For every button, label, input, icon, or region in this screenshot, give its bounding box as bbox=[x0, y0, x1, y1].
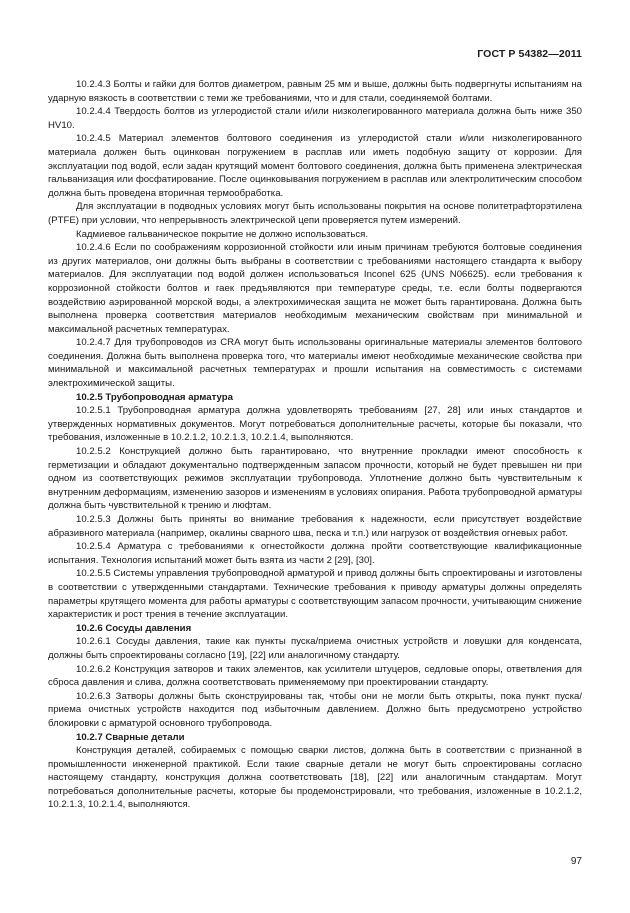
document-body bbox=[48, 78, 582, 812]
body-paragraph: 10.2.5.1 Трубопроводная арматура должна удовлетворять требованиям [27, 28] или иных стандартов и утвержденных нормативных документов. Могут потребоваться дополнительные расчеты, которые бы показали, что требования, изложенные в 10.2.1.2, 10.2.1.3, 10.2.1.4, выполняются. bbox=[48, 405, 582, 444]
page-number: 97 bbox=[570, 856, 582, 867]
body-paragraph: 10.2.6.2 Конструкция затворов и таких элементов, как усилители штуцеров, седловые опоры, ответвления для сброса давления и слива, должна соответствовать применяемому при проектировании стандарту. bbox=[48, 663, 582, 689]
body-paragraph: 10.2.6.3 Затворы должны быть сконструированы так, чтобы они не могли быть открыты, пока пункт пуска/приема очистных устройств находится под избыточным давлением. Должно быть предусмотрено устройство блокировки с арматурой основного трубопровода. bbox=[48, 690, 582, 729]
standard-header: ГОСТ Р 54382—2011 bbox=[477, 48, 582, 60]
body-paragraph: 10.2.4.4 Твердость болтов из углеродистой стали и/или низколегированного материала должна быть ниже 350 HV10. bbox=[48, 106, 582, 131]
body-paragraph: 10.2.4.5 Материал элементов болтового соединения из углеродистой стали и/или низколегированного материала должен быть оцинкован погружением в расплав или иметь подобную защиту от коррозии. Для эксплуатации под водой, если задан крутящий момент болтового соединения, должна быть применена электрическая гальванизация или фосфатирование. После оцинковывания погружением в расплав или электролитическим способом должна быть проведена вторичная термообработка. bbox=[48, 133, 582, 199]
body-paragraph: 10.2.5.5 Системы управления трубопроводной арматурой и привод должны быть спроектированы и изготовлены в соответствии с утвержденными стандартами. Технические требования к приводу арматуры должны определять параметры крутящего момента для работы арматуры с соответствующим запасом прочности, учитывающим снижение характеристик и рост трения в течение эксплуатации. bbox=[48, 568, 582, 621]
section-heading: 10.2.7 Сварные детали bbox=[76, 731, 185, 743]
body-paragraph: 10.2.4.3 Болты и гайки для болтов диаметром, равным 25 мм и выше, должны быть подвергнуты испытаниям на ударную вязкость в соответствии с теми же требованиями, что и для стали, соединяемой болтами. bbox=[48, 79, 582, 104]
body-paragraph: Для эксплуатации в подводных условиях могут быть использованы покрытия на основе политетрафторэтилена (PTFE) при условии, что непрерывность электрической цепи проверяется путем измерений. bbox=[48, 201, 582, 226]
body-paragraph: 10.2.4.6 Если по соображениям коррозионной стойкости или иным причинам требуются болтовые соединения из других материалов, они должны быть выбраны в соответствии с требованиями настоящего стандарта к выбору материалов. Для эксплуатации под водой должен использоваться Inconel 625 (UNS N06625). если требования к коррозионной стойкости болтов и гаек предъявляются при температуре среды, т.е. если болты подвергаются воздействию аэрированной морской воды, а электрохимическая защита не может быть гарантирована. Должна быть выполнена проверка соответствия материалов необходимым механическим свойствам при минимальной и максимальной расчетных температурах. bbox=[48, 242, 582, 335]
body-paragraph: Конструкция деталей, собираемых с помощью сварки листов, должна быть в соответствии с признанной в промышленности инженерной практикой. Если такие сварные детали не могут быть спроектированы согласно настоящему стандарту, конструкция должна соответствовать [18], [22] или аналогичным стандартам. Могут потребоваться дополнительные расчеты, которые бы продемонстрировали, что требования, изложенные в 10.2.1.2, 10.2.1.3, 10.2.1.4, выполняются. bbox=[48, 745, 582, 811]
section-heading: 10.2.5 Трубопроводная арматура bbox=[76, 391, 233, 403]
body-paragraph: 10.2.6.1 Сосуды давления, такие как пункты пуска/приема очистных устройств и ловушки для конденсата, должны быть спроектированы согласно [19], [22] или аналогичному стандарту. bbox=[48, 636, 582, 661]
body-paragraph: 10.2.5.2 Конструкцией должно быть гарантировано, что внутренние прокладки имеют способность к герметизации и обладают документально подтвержденным запасом прочности, который не будет превышен ни при одном из соответствующих режимов эксплуатации трубопровода. Уплотнение должно быть чувствительным к внутренним деформациям, изменению зазоров и изменениям в условиях опирания. Работа трубопроводной арматуры должна быть чувствительной к трению и люфтам. bbox=[48, 446, 582, 512]
section-heading: 10.2.6 Сосуды давления bbox=[76, 622, 192, 634]
body-paragraph: 10.2.5.3 Должны быть приняты во внимание требования к надежности, если присутствует воздействие абразивного материала (например, окалины сварного шва, песка и т.п.) или нагрузок от воздействия огневых работ. bbox=[48, 514, 582, 539]
body-paragraph: Кадмиевое гальваническое покрытие не должно использоваться. bbox=[76, 228, 369, 240]
body-paragraph: 10.2.5.4 Арматура с требованиями к огнестойкости должна пройти соответствующие квалификационные испытания. Технология испытаний может быть взята из части 2 [29], [30]. bbox=[48, 541, 582, 566]
body-paragraph: 10.2.4.7 Для трубопроводов из CRA могут быть использованы оригинальные материалы элементов болтового соединения. Должна быть выполнена проверка того, что материалы имеют необходимые механические свойства при минимальной и максимальной расчетных температурах и прошли испытания на совместимость с системами электрохимической защиты. bbox=[48, 337, 582, 390]
